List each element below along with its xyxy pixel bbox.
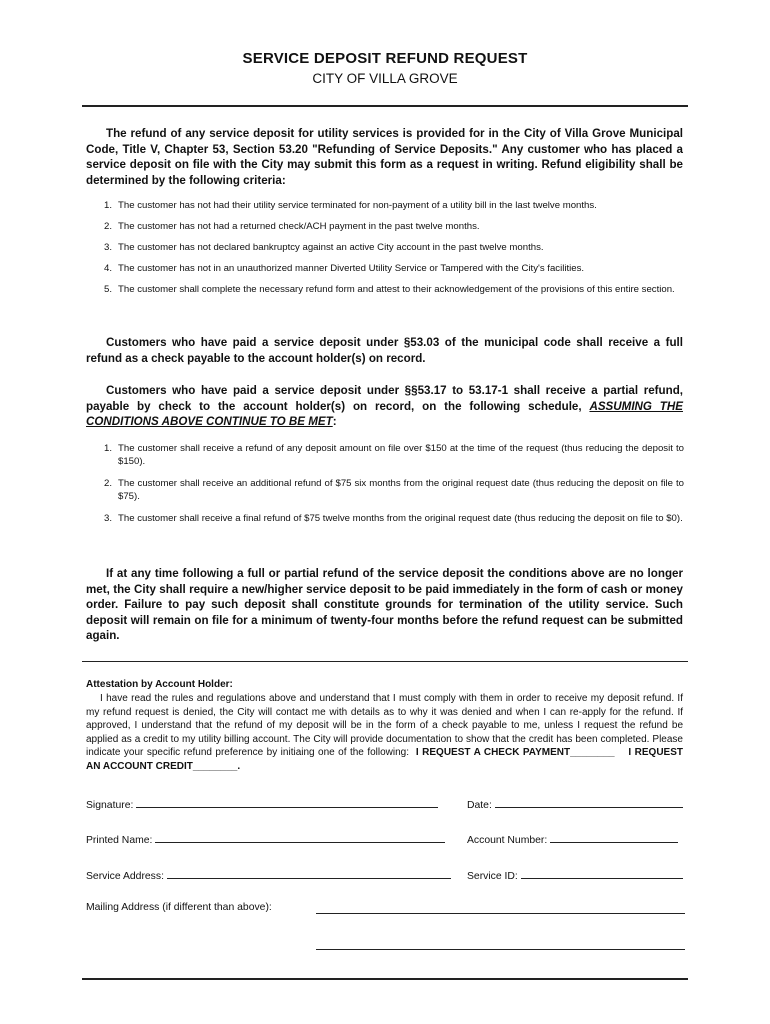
printed-name-field[interactable] — [86, 831, 445, 846]
list-item — [104, 200, 684, 213]
list-text: The customer shall receive a refund of any deposit amount on file over $150 at the time of the request (thus reducing the deposit to $150). — [118, 443, 684, 467]
criteria-list — [104, 200, 684, 305]
account-number-field[interactable] — [467, 831, 678, 846]
attestation-body — [86, 692, 683, 773]
service-address-field[interactable] — [86, 867, 451, 882]
list-item — [104, 284, 684, 297]
account-credit-option[interactable]: I REQUEST AN ACCOUNT CREDIT________. — [86, 747, 683, 772]
list-item — [104, 263, 684, 276]
date-label: Date: — [467, 800, 492, 811]
partial-refund-paragraph — [86, 383, 683, 430]
printed-name-line[interactable] — [155, 831, 445, 843]
service-address-line[interactable] — [167, 867, 451, 879]
attestation-title: Attestation by Account Holder: — [86, 679, 233, 690]
conditions-emphasis: ASSUMING THE CONDITIONS ABOVE CONTINUE TO BE MET — [86, 399, 683, 429]
date-line[interactable] — [495, 796, 683, 808]
colon-text: : — [332, 415, 337, 429]
mailing-address-label: Mailing Address (if different than above): — [86, 902, 272, 913]
printed-name-label: Printed Name: — [86, 835, 153, 846]
footer-divider — [82, 978, 688, 980]
full-refund-paragraph — [86, 335, 683, 366]
signature-field[interactable] — [86, 796, 438, 811]
account-number-line[interactable] — [550, 831, 678, 843]
intro-paragraph — [86, 126, 683, 188]
list-number: 1. — [104, 200, 113, 211]
check-payment-option[interactable]: I REQUEST A CHECK PAYMENT________ — [415, 747, 615, 758]
conditions-paragraph — [86, 566, 683, 644]
mailing-address-line-1[interactable] — [316, 902, 685, 914]
service-id-line[interactable] — [521, 867, 683, 879]
refund-schedule-list — [104, 443, 684, 536]
list-text: The customer has not had a returned check/ACH payment in the past twelve months. — [118, 221, 480, 232]
account-number-label: Account Number: — [467, 835, 548, 846]
list-text: The customer has not declared bankruptcy against an active City account in the past twelve months. — [118, 242, 544, 253]
attestation-text: I have read the rules and regulations above and understand that I must comply with them in order to receive my deposit refund. If my refund request is denied, the City will contact me with details as to why it was denied and when I can re-apply for the refund. If approved, I understand that the refund of my deposit will be in the form of a check payable to me, unless I request the refund be applied as a credit to my utility billing account. The City will provide documentation to show that the credit has been completed. Please indicate your specific refund preference by initiaing one of the following: — [86, 693, 683, 758]
list-item — [104, 478, 684, 503]
list-text: The customer shall complete the necessary refund form and attest to their acknowledgement of the provisions of this entire section. — [118, 284, 675, 295]
list-number: 1. — [104, 443, 113, 454]
page-title: SERVICE DEPOSIT REFUND REQUEST — [242, 50, 528, 67]
mailing-address-field[interactable] — [86, 902, 272, 913]
list-number: 4. — [104, 263, 113, 274]
header-divider — [82, 105, 688, 107]
page-subtitle: CITY OF VILLA GROVE — [312, 71, 458, 86]
list-item — [104, 513, 684, 526]
service-address-label: Service Address: — [86, 871, 164, 882]
list-text: The customer has not in an unauthorized manner Diverted Utility Service or Tampered with the City's facilities. — [118, 263, 585, 274]
list-text: The customer has not had their utility service terminated for non-payment of a utility bill in the last twelve months. — [118, 200, 597, 211]
list-number: 2. — [104, 221, 113, 232]
intro-text: The refund of any service deposit for utility services is provided for in the City of Villa Grove Municipal Code, Title V, Chapter 53, Section 53.20 "Refunding of Service Deposits." Any customer who has placed a service deposit on file with the City may submit this form as a request in writing. Refund eligibility shall be determined by the following criteria: — [86, 127, 683, 187]
conditions-text: If at any time following a full or partial refund of the service deposit the conditions above are no longer met, the City shall require a new/higher service deposit to be paid immediately in the form of cash or money order. Failure to pay such deposit shall constitute grounds for termination of the utility service. Such deposit will remain on file for a minimum of twenty-four months before the refund request can be submitted again. — [86, 567, 683, 643]
list-item — [104, 221, 684, 234]
list-text: The customer shall receive a final refund of $75 twelve months from the original request date (thus reducing the deposit on file to $0). — [118, 513, 683, 524]
list-number: 2. — [104, 478, 113, 489]
attestation-divider — [82, 661, 688, 662]
list-number: 5. — [104, 284, 113, 295]
list-number: 3. — [104, 513, 113, 524]
date-field[interactable] — [467, 796, 683, 811]
partial-refund-text: Customers who have paid a service deposit under §§53.17 to 53.17-1 shall receive a partial refund, payable by check to the account holder(s) on record, on the following schedule, — [86, 384, 683, 413]
list-number: 3. — [104, 242, 113, 253]
list-text: The customer shall receive an additional refund of $75 six months from the original request date (thus reducing the deposit on file to $75). — [118, 478, 684, 502]
full-refund-text: Customers who have paid a service deposit under §53.03 of the municipal code shall receive a full refund as a check payable to the account holder(s) on record. — [86, 336, 683, 365]
signature-line[interactable] — [136, 796, 438, 808]
service-id-label: Service ID: — [467, 871, 518, 882]
mailing-address-line-2[interactable] — [316, 938, 685, 950]
service-id-field[interactable] — [467, 867, 683, 882]
list-item — [104, 242, 684, 255]
list-item — [104, 443, 684, 468]
signature-label: Signature: — [86, 800, 134, 811]
